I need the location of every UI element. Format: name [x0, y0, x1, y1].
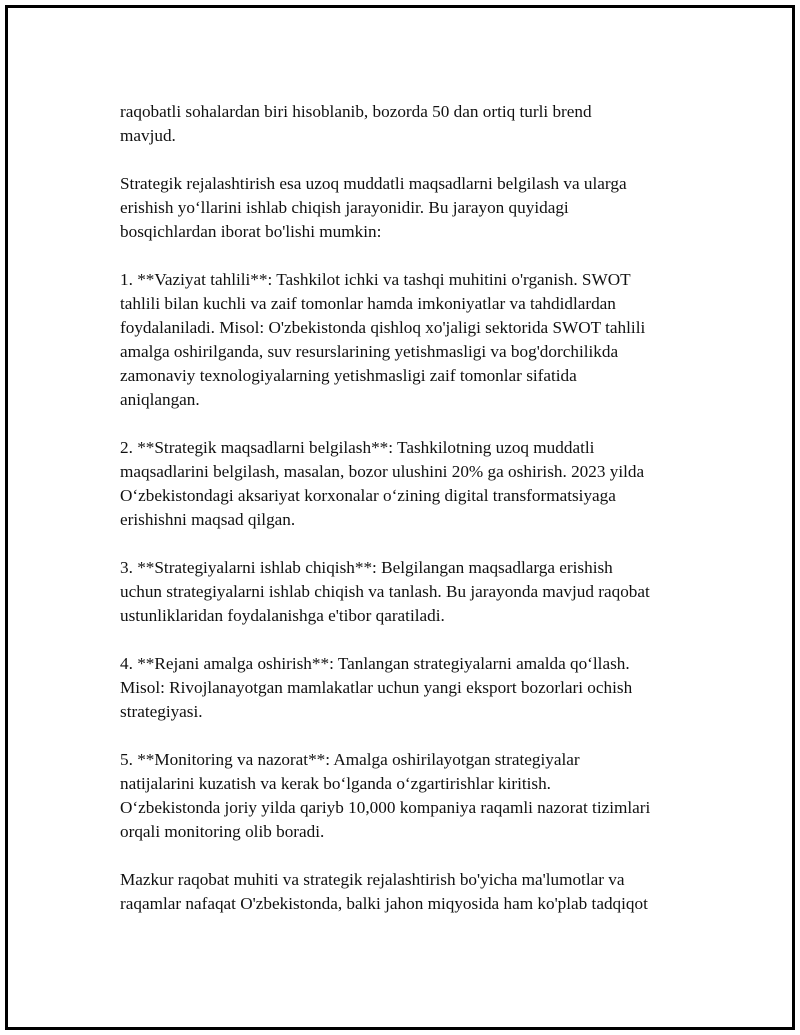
- text-line: 5. **Monitoring va nazorat**: Amalga oshirilayotgan strategiyalar: [120, 750, 580, 769]
- text-line: aniqlangan.: [120, 390, 200, 409]
- text-line: foydalaniladi. Misol: O'zbekistonda qishloq xo'jaligi sektorida SWOT tahlili: [120, 318, 646, 337]
- text-line: raqamlar nafaqat O'zbekistonda, balki jahon miqyosida ham ko'plab tadqiqot: [120, 894, 648, 913]
- list-item-strategy-development: [120, 556, 700, 628]
- text-line: erishishni maqsad qilgan.: [120, 510, 296, 529]
- text-line: orqali monitoring olib boradi.: [120, 822, 325, 841]
- text-line: mavjud.: [120, 126, 176, 145]
- paragraph-intro-continuation: [120, 100, 700, 148]
- text-line: Misol: Rivojlanayotgan mamlakatlar uchun yangi eksport bozorlari ochish: [120, 678, 633, 697]
- text-line: O‘zbekistonda joriy yilda qariyb 10,000 kompaniya raqamli nazorat tizimlari: [120, 798, 651, 817]
- text-line: natijalarini kuzatish va kerak bo‘lganda o‘zgartirishlar kiritish.: [120, 774, 551, 793]
- list-item-monitoring-control: [120, 748, 700, 844]
- text-line: raqobatli sohalardan biri hisoblanib, bozorda 50 dan ortiq turli brend: [120, 102, 592, 121]
- list-item-strategic-goals: [120, 436, 700, 532]
- paragraph-conclusion: [120, 868, 700, 916]
- text-line: zamonaviy texnologiyalarning yetishmasligi zaif tomonlar sifatida: [120, 366, 577, 385]
- text-line: Mazkur raqobat muhiti va strategik rejalashtirish bo'yicha ma'lumotlar va: [120, 870, 625, 889]
- list-item-situation-analysis: [120, 268, 700, 412]
- text-line: 2. **Strategik maqsadlarni belgilash**: Tashkilotning uzoq muddatli: [120, 438, 595, 457]
- text-line: 4. **Rejani amalga oshirish**: Tanlangan strategiyalarni amalda qo‘llash.: [120, 654, 630, 673]
- text-line: maqsadlarini belgilash, masalan, bozor ulushini 20% ga oshirish. 2023 yilda: [120, 462, 645, 481]
- list-item-plan-implementation: [120, 652, 700, 724]
- text-line: 3. **Strategiyalarni ishlab chiqish**: Belgilangan maqsadlarga erishish: [120, 558, 613, 577]
- text-line: ustunliklaridan foydalanishga e'tibor qaratiladi.: [120, 606, 445, 625]
- text-line: Strategik rejalashtirish esa uzoq muddatli maqsadlarni belgilash va ularga: [120, 174, 627, 193]
- text-line: tahlili bilan kuchli va zaif tomonlar hamda imkoniyatlar va tahdidlardan: [120, 294, 616, 313]
- text-line: 1. **Vaziyat tahlili**: Tashkilot ichki va tashqi muhitini o'rganish. SWOT: [120, 270, 631, 289]
- text-line: uchun strategiyalarni ishlab chiqish va tanlash. Bu jarayonda mavjud raqobat: [120, 582, 650, 601]
- text-line: bosqichlardan iborat bo'lishi mumkin:: [120, 222, 382, 241]
- paragraph-strategic-planning: [120, 172, 700, 244]
- page-frame: [5, 5, 795, 1030]
- text-line: erishish yo‘llarini ishlab chiqish jarayonidir. Bu jarayon quyidagi: [120, 198, 569, 217]
- document-body: [120, 100, 700, 940]
- text-line: amalga oshirilganda, suv resurslarining yetishmasligi va bog'dorchilikda: [120, 342, 619, 361]
- text-line: strategiyasi.: [120, 702, 203, 721]
- text-line: O‘zbekistondagi aksariyat korxonalar o‘zining digital transformatsiyaga: [120, 486, 616, 505]
